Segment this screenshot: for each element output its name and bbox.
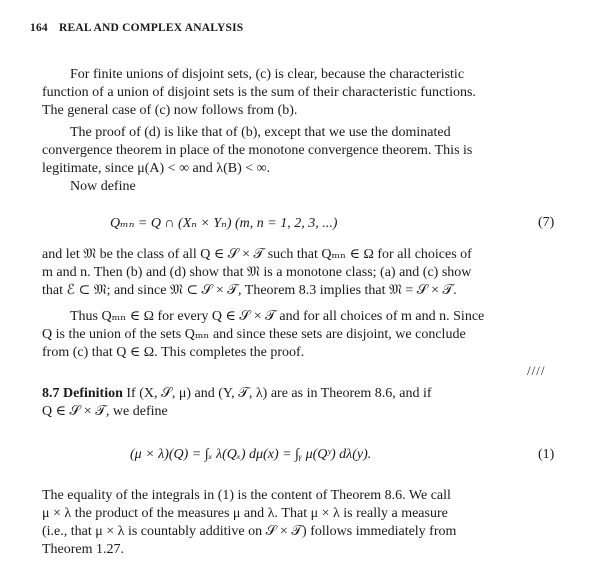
text-line: The general case of (c) now follows from (b).: [42, 103, 298, 118]
text-line: For finite unions of disjoint sets, (c) is clear, because the characteristic: [70, 67, 465, 82]
text-line: If (X, 𝒮, μ) and (Y, 𝒯, λ) are as in Theorem 8.6, and if: [126, 386, 432, 401]
equation-body: (μ × λ)(Q) = ∫ₓ λ(Qₓ) dμ(x) = ∫ᵧ μ(Qʸ) dλ(y).: [130, 447, 372, 462]
text-line: μ × λ the product of the measures μ and λ. That μ × λ is really a measure: [42, 506, 448, 521]
end-of-proof-mark: ////: [527, 363, 546, 378]
text-line: that ℰ ⊂ 𝔐; and since 𝔐 ⊂ 𝒮 × 𝒯, Theorem 8.3 implies that 𝔐 = 𝒮 × 𝒯.: [42, 283, 457, 298]
text-line: legitimate, since μ(A) < ∞ and λ(B) < ∞.: [42, 161, 271, 176]
equation-number: (7): [538, 215, 555, 230]
text-line: The proof of (d) is like that of (b), except that we use the dominated: [70, 125, 451, 140]
text-line: (i.e., that μ × λ is countably additive on 𝒮 × 𝒯) follows immediately from: [42, 524, 457, 539]
paragraph-monotone-class: [42, 246, 567, 300]
text-line: Now define: [70, 179, 136, 194]
text-line: Theorem 1.27.: [42, 542, 125, 557]
text-line: function of a union of disjoint sets is the sum of their characteristic functions.: [42, 85, 476, 100]
running-title: REAL AND COMPLEX ANALYSIS: [58, 22, 244, 34]
paragraph-finite-unions: [42, 66, 562, 120]
paragraph-proof-d: [42, 124, 562, 196]
text-line: and let 𝔐 be the class of all Q ∈ 𝒮 × 𝒯 such that Qₘₙ ∈ Ω for all choices of: [42, 247, 472, 262]
definition-label: 8.7 Definition: [42, 386, 123, 401]
running-header: [30, 22, 243, 34]
text-line: Q ∈ 𝒮 × 𝒯, we define: [42, 404, 168, 419]
text-line: Thus Qₘₙ ∈ Ω for every Q ∈ 𝒮 × 𝒯 and for all choices of m and n. Since: [70, 309, 485, 324]
text-line: convergence theorem in place of the monotone convergence theorem. This is: [42, 143, 473, 158]
page-number: 164: [30, 22, 48, 34]
text-line: m and n. Then (b) and (d) show that 𝔐 is a monotone class; (a) and (c) show: [42, 265, 472, 280]
paragraph-conclusion: [42, 308, 567, 362]
equation-1: [130, 447, 555, 463]
equation-number: (1): [538, 447, 555, 462]
equation-body: Qₘₙ = Q ∩ (Xₙ × Yₙ) (m, n = 1, 2, 3, ...): [110, 216, 338, 231]
definition-8-7: [42, 385, 567, 421]
text-line: from (c) that Q ∈ Ω. This completes the proof.: [42, 345, 305, 360]
text-line: The equality of the integrals in (1) is the content of Theorem 8.6. We call: [42, 488, 451, 503]
text-line: Q is the union of the sets Qₘₙ and since these sets are disjoint, we conclude: [42, 327, 466, 342]
equation-7: [110, 215, 555, 232]
paragraph-product-measure: [42, 487, 567, 559]
